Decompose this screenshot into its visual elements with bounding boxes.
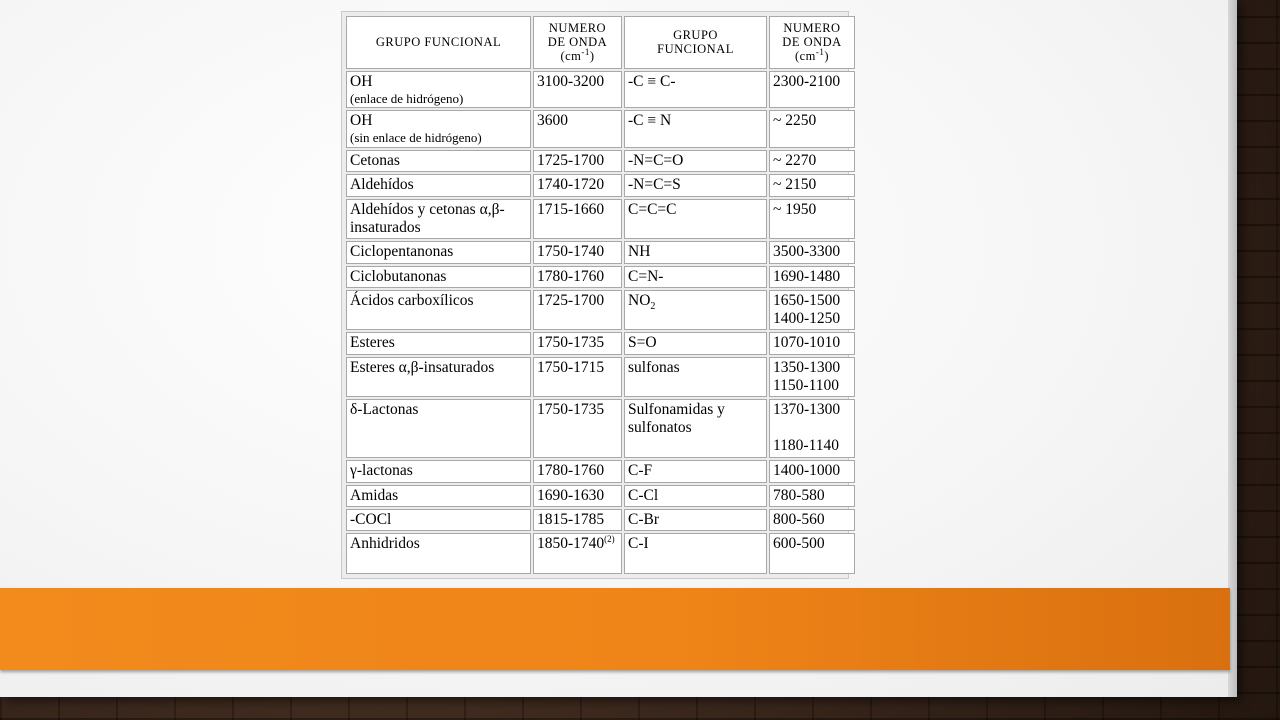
- onda-cell: 1815-1785: [533, 509, 622, 531]
- header-numero-onda-2: NUMERO DE ONDA $(cm^{-1})$: [769, 16, 855, 69]
- table-row: [346, 357, 855, 398]
- onda-cell: 780-580: [769, 485, 855, 507]
- onda-cell: 1780-1760: [533, 460, 622, 482]
- grupo-cell: -COCl: [346, 509, 531, 531]
- grupo-cell: δ-Lactonas: [346, 399, 531, 458]
- accent-band: [0, 588, 1230, 670]
- grupo-cell: OH (enlace de hidrógeno): [346, 71, 531, 109]
- onda-cell: 1850-1740$^{(2)}$: [533, 533, 622, 574]
- grupo-cell: Ácidos carboxílicos: [346, 290, 531, 331]
- onda-cell: 1370-1300 1180-1140: [769, 399, 855, 458]
- onda-cell: 3600: [533, 110, 622, 148]
- onda-cell: 3100-3200: [533, 71, 622, 109]
- table-row: [346, 266, 855, 288]
- grupo-cell: C=N-: [624, 266, 767, 288]
- table-row: [346, 332, 855, 354]
- grupo-cell: S=O: [624, 332, 767, 354]
- onda-cell: 1750-1735: [533, 332, 622, 354]
- table-row: [346, 174, 855, 196]
- onda-cell: 600-500: [769, 533, 855, 574]
- table-row: [346, 485, 855, 507]
- onda-cell: ~ 2250: [769, 110, 855, 148]
- grupo-cell: C=C=C: [624, 199, 767, 240]
- grupo-cell: -C ≡ C-: [624, 71, 767, 109]
- onda-cell: 1070-1010: [769, 332, 855, 354]
- grupo-cell: -C ≡ N: [624, 110, 767, 148]
- grupo-cell: -N=C=O: [624, 150, 767, 172]
- onda-cell: 1650-1500 1400-1250: [769, 290, 855, 331]
- grupo-cell: -N=C=S: [624, 174, 767, 196]
- grupo-cell: $NO_2$: [624, 290, 767, 331]
- grupo-cell: C-Br: [624, 509, 767, 531]
- table-row: [346, 509, 855, 531]
- table-row: [346, 533, 855, 574]
- grupo-cell: Sulfonamidas y sulfonatos: [624, 399, 767, 458]
- onda-cell: 1715-1660: [533, 199, 622, 240]
- onda-cell: 1725-1700: [533, 290, 622, 331]
- header-grupo-funcional-2: GRUPO FUNCIONAL: [624, 16, 767, 69]
- onda-cell: ~ 2270: [769, 150, 855, 172]
- onda-cell: ~ 2150: [769, 174, 855, 196]
- grupo-cell: Esteres: [346, 332, 531, 354]
- grupo-cell: C-Cl: [624, 485, 767, 507]
- table-row: [346, 399, 855, 458]
- onda-cell: 1725-1700: [533, 150, 622, 172]
- grupo-cell: γ-lactonas: [346, 460, 531, 482]
- grupo-cell: NH: [624, 241, 767, 263]
- onda-cell: 1690-1480: [769, 266, 855, 288]
- onda-cell: 1350-1300 1150-1100: [769, 357, 855, 398]
- grupo-cell: OH (sin enlace de hidrógeno): [346, 110, 531, 148]
- grupo-cell: Ciclopentanonas: [346, 241, 531, 263]
- onda-cell: 1750-1735: [533, 399, 622, 458]
- grupo-cell: Cetonas: [346, 150, 531, 172]
- onda-cell: 3500-3300: [769, 241, 855, 263]
- grupo-cell: Aldehídos y cetonas α,β-insaturados: [346, 199, 531, 240]
- onda-cell: 2300-2100: [769, 71, 855, 109]
- onda-cell: 1740-1720: [533, 174, 622, 196]
- onda-cell: 800-560: [769, 509, 855, 531]
- header-grupo-funcional-1: GRUPO FUNCIONAL: [346, 16, 531, 69]
- onda-cell: ~ 1950: [769, 199, 855, 240]
- table-row: [346, 460, 855, 482]
- header-numero-onda-1: NUMERO DE ONDA $(cm^{-1})$: [533, 16, 622, 69]
- grupo-cell: Aldehídos: [346, 174, 531, 196]
- table-row: [346, 71, 855, 109]
- onda-cell: 1400-1000: [769, 460, 855, 482]
- table-row: [346, 199, 855, 240]
- table-row: [346, 241, 855, 263]
- grupo-cell: sulfonas: [624, 357, 767, 398]
- grupo-cell: Ciclobutanonas: [346, 266, 531, 288]
- ir-wavenumber-table: [344, 14, 857, 576]
- grupo-cell: C-I: [624, 533, 767, 574]
- onda-cell: 1690-1630: [533, 485, 622, 507]
- onda-cell: 1750-1740: [533, 241, 622, 263]
- grupo-cell: C-F: [624, 460, 767, 482]
- header-row: [346, 16, 855, 69]
- table-row: [346, 290, 855, 331]
- onda-cell: 1780-1760: [533, 266, 622, 288]
- ir-table-image: [341, 11, 849, 579]
- table-row: [346, 150, 855, 172]
- grupo-cell: Amidas: [346, 485, 531, 507]
- grupo-cell: Esteres α,β-insaturados: [346, 357, 531, 398]
- table-row: [346, 110, 855, 148]
- grupo-cell: Anhidridos: [346, 533, 531, 574]
- onda-cell: 1750-1715: [533, 357, 622, 398]
